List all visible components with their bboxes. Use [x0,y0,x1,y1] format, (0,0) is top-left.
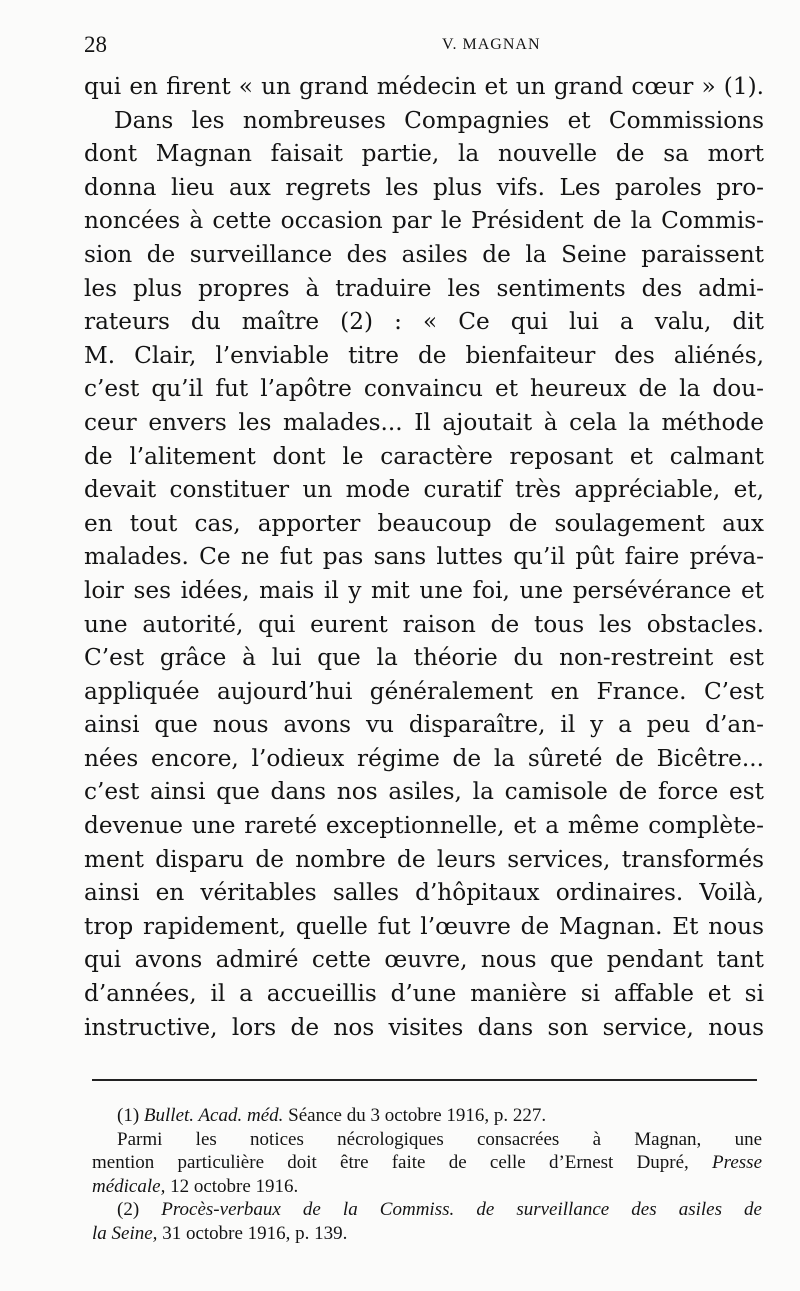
text-line: c’est qu’il fut l’apôtre convaincu et heureux de la dou- [84,375,764,403]
text-line: nées encore, l’odieux régime de la sûreté de Bicêtre... [84,744,764,772]
footnote-marker: (2) [117,1199,140,1220]
footnote-1-line-4 [92,1175,762,1199]
text-line: dont Magnan faisait partie, la nouvelle de sa mort [84,140,764,168]
text-line: donna lieu aux regrets les plus vifs. Les paroles pro- [84,173,764,201]
text-line: appliquée aujourd’hui généralement en France. C’est [84,677,764,705]
footnotes [92,1104,762,1245]
text-line: instructive, lors de nos visites dans son service, nous [84,1013,764,1041]
text-line: devenue une rareté exceptionnelle, et a même complète- [84,812,764,840]
text-line: loir ses idées, mais il y mit une foi, une persévérance et [84,576,764,604]
footnote-journal: médicale, [92,1175,166,1197]
text-line: ainsi que nous avons vu disparaître, il y a peu d’an- [84,711,764,739]
footnote-separator [92,1079,757,1081]
footnote-journal: Presse [712,1152,762,1173]
footnote-citation: 12 octobre 1916. [170,1175,299,1197]
footnote-text: mention particulière doit être faite de celle d’Ernest Dupré, [92,1152,689,1173]
text-line: C’est grâce à lui que la théorie du non-restreint est [84,644,764,672]
text-line: sion de surveillance des asiles de la Seine paraissent [84,240,764,268]
text-line: ment disparu de nombre de leurs services, transformés [84,845,764,873]
text-line: noncées à cette occasion par le Président de la Commis- [84,207,764,235]
text-line: d’années, il a accueillis d’une manière si affable et si [84,980,764,1008]
text-line: malades. Ce ne fut pas sans luttes qu’il pût faire préva- [84,543,764,571]
text-line: Dans les nombreuses Compagnies et Commissions [114,106,764,134]
footnote-citation: 31 octobre 1916, p. 139. [162,1222,348,1244]
text-line: c’est ainsi que dans nos asiles, la camisole de force est [84,778,764,806]
footnote-journal: Procès-verbaux de la Commiss. de surveillance des asiles de [161,1199,762,1220]
page-number: 28 [84,32,107,57]
footnote-citation: Séance du 3 octobre 1916, p. 227. [288,1105,547,1126]
footnote-journal: la Seine, [92,1222,158,1244]
text-line: en tout cas, apporter beaucoup de soulagement aux [84,509,764,537]
footnote-marker: (1) [117,1105,140,1126]
text-line: ainsi en véritables salles d’hôpitaux ordinaires. Voilà, [84,879,764,907]
footnote-1 [92,1104,762,1128]
running-head: V. MAGNAN [442,36,541,53]
text-line: de l’alitement dont le caractère reposant et calmant [84,442,764,470]
footnote-1-line-2: Parmi les notices nécrologiques consacrées à Magnan, une [117,1128,762,1150]
text-line: rateurs du maître (2) : « Ce qui lui a valu, dit [84,308,764,336]
text-line: qui en firent « un grand médecin et un grand cœur » (1). [84,73,764,100]
text-line: qui avons admiré cette œuvre, nous que pendant tant [84,946,764,974]
footnote-1-line-3 [92,1151,762,1175]
text-line: trop rapidement, quelle fut l’œuvre de Magnan. Et nous [84,912,764,940]
main-text [84,70,764,1044]
text-line: une autorité, qui eurent raison de tous les obstacles. [84,610,764,638]
footnote-journal: Bullet. Acad. méd. [143,1105,284,1126]
text-line: M. Clair, l’enviable titre de bienfaiteur des aliénés, [84,341,764,369]
footnote-2 [92,1198,762,1222]
page-header [84,32,764,62]
footnote-2-line-2 [92,1222,762,1246]
text-line: ceur envers les malades... Il ajoutait à cela la méthode [84,408,764,436]
text-line: les plus propres à traduire les sentiments des admi- [84,274,764,302]
text-line: devait constituer un mode curatif très appréciable, et, [84,476,764,504]
